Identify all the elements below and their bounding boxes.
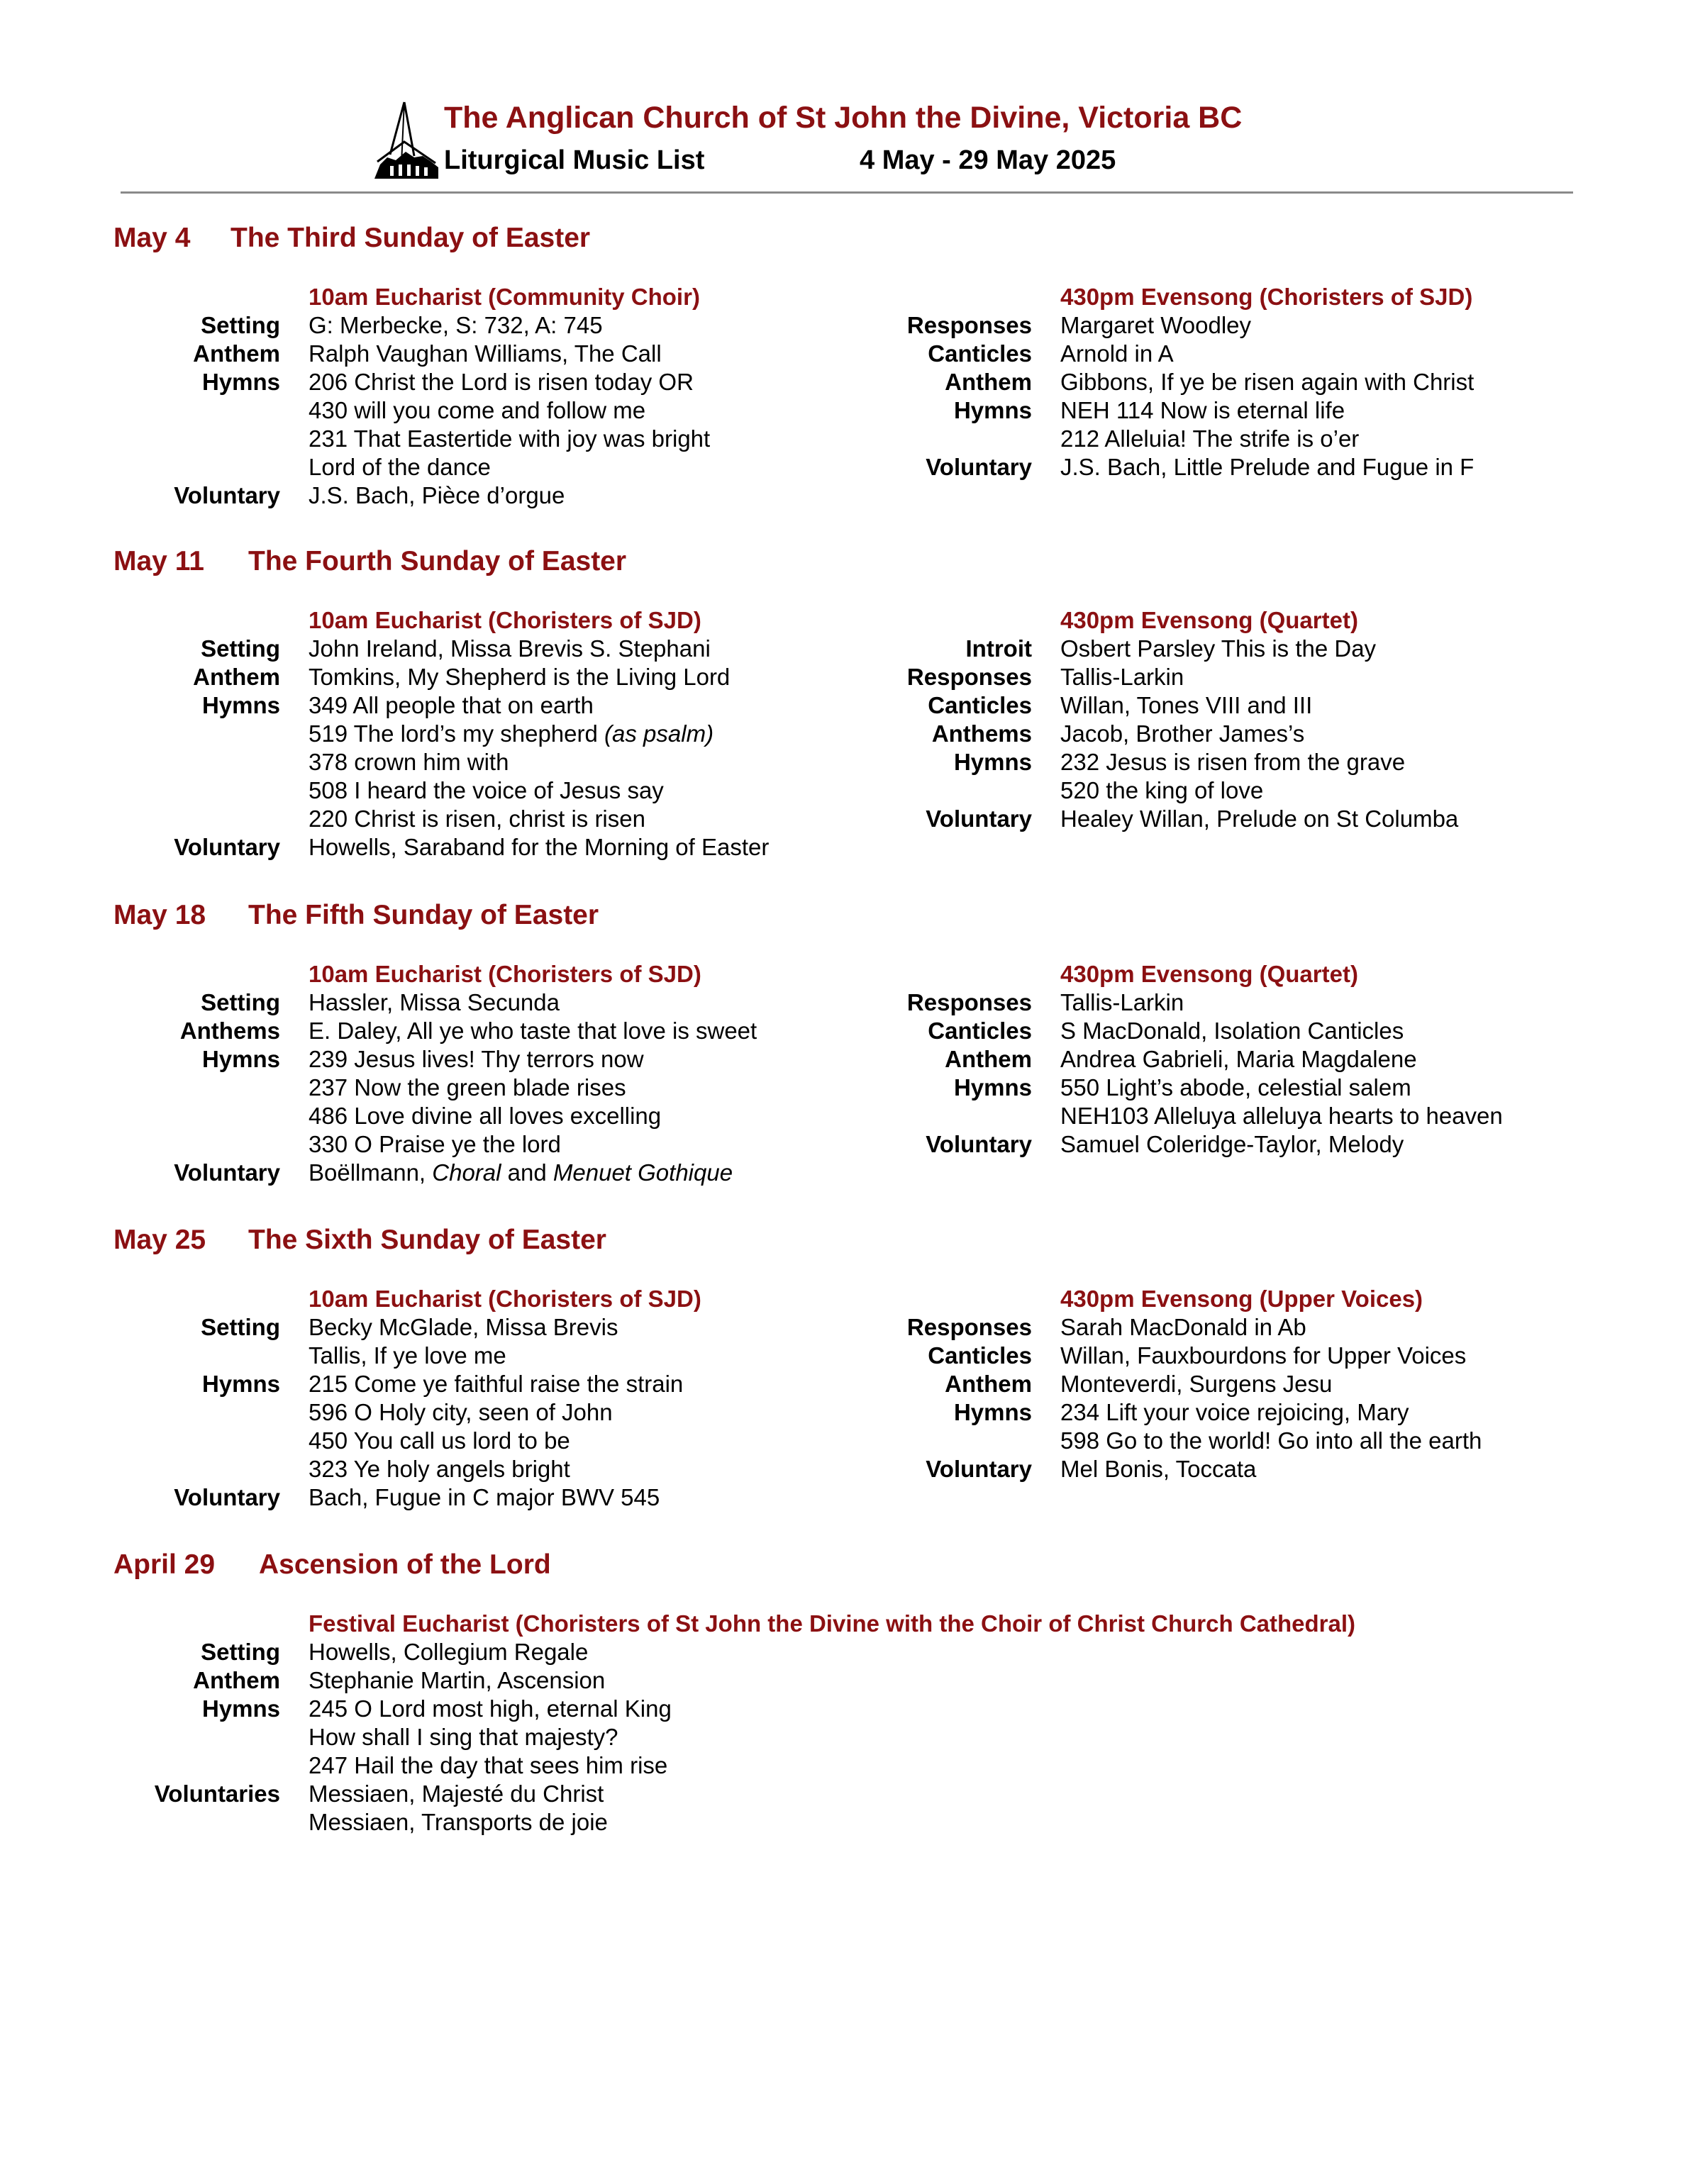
church-name: The Anglican Church of St John the Divine, Victoria BC: [444, 101, 1243, 135]
music-row: [0, 1427, 851, 1455]
row-label: Hymns: [201, 1695, 280, 1722]
value-text: Howells, Collegium Regale: [309, 1639, 589, 1665]
value-italic: Menuet Gothique: [553, 1159, 733, 1186]
row-value: [309, 1130, 561, 1159]
row-value: [1060, 1427, 1482, 1455]
value-text: S MacDonald, Isolation Canticles: [1060, 1018, 1404, 1044]
music-row: [752, 720, 1603, 748]
row-value: [1060, 776, 1263, 805]
value-text: Mel Bonis, Toccata: [1060, 1456, 1257, 1482]
music-rows: [752, 1313, 1603, 1483]
music-row: [0, 1159, 851, 1187]
row-label: Anthem: [193, 664, 280, 690]
service-heading: 430pm Evensong (Quartet): [1060, 961, 1358, 987]
value-italic: Choral: [432, 1159, 501, 1186]
row-value: [309, 311, 603, 340]
value-text: Messiaen, Majesté du Christ: [309, 1781, 604, 1807]
music-row: [0, 340, 851, 368]
value-text: 323 Ye holy angels bright: [309, 1456, 570, 1482]
row-label: Canticles: [928, 1018, 1032, 1044]
row-value: [309, 1666, 605, 1695]
row-label: Anthem: [193, 1667, 280, 1693]
row-label: Hymns: [953, 1074, 1032, 1101]
value-text: 598 Go to the world! Go into all the earth: [1060, 1427, 1482, 1454]
music-row: [0, 776, 851, 805]
service-section: [0, 221, 1688, 533]
row-value: [309, 1723, 618, 1751]
value-text: 349 All people that on earth: [309, 692, 594, 718]
row-value: [309, 453, 491, 481]
music-row: [752, 1342, 1603, 1370]
row-value: [309, 1695, 672, 1723]
music-rows: [0, 311, 851, 510]
row-value: [309, 691, 594, 720]
row-label: Voluntary: [174, 1484, 280, 1510]
music-row: [0, 1398, 851, 1427]
value-text: 247 Hail the day that sees him rise: [309, 1752, 668, 1778]
section-date: May 25: [113, 1225, 206, 1255]
value-text: Howells, Saraband for the Morning of Easter: [309, 834, 770, 860]
row-label: Responses: [906, 1314, 1032, 1340]
service-heading: 10am Eucharist (Choristers of SJD): [309, 961, 701, 987]
music-row: [752, 1455, 1603, 1483]
row-label: Voluntary: [926, 806, 1032, 832]
music-row: [752, 1370, 1603, 1398]
row-label: Hymns: [953, 397, 1032, 423]
value-text: 550 Light’s abode, celestial salem: [1060, 1074, 1411, 1101]
row-value: [309, 1074, 626, 1102]
section-title: [113, 1548, 551, 1582]
value-italic: (as psalm): [604, 720, 714, 747]
row-value: [1060, 396, 1345, 425]
value-text: Margaret Woodley: [1060, 312, 1252, 338]
value-text: How shall I sing that majesty?: [309, 1724, 618, 1750]
value-text: NEH 114 Now is eternal life: [1060, 397, 1345, 423]
music-row: [752, 805, 1603, 833]
row-label: Hymns: [201, 692, 280, 718]
value-text: 450 You call us lord to be: [309, 1427, 570, 1454]
row-label: Hymns: [201, 369, 280, 395]
music-row: [752, 311, 1603, 340]
music-rows: [0, 1638, 851, 1837]
row-value: [309, 1638, 588, 1666]
music-rows: [752, 988, 1603, 1159]
row-label: Responses: [906, 989, 1032, 1015]
music-row: [752, 776, 1603, 805]
music-row: [0, 1751, 851, 1780]
section-name: The Sixth Sunday of Easter: [248, 1225, 606, 1255]
value-text: Gibbons, If ye be risen again with Christ: [1060, 369, 1475, 395]
value-text: Stephanie Martin, Ascension: [309, 1667, 606, 1693]
music-row: [0, 453, 851, 481]
row-value: [309, 776, 664, 805]
row-value: [309, 988, 560, 1017]
section-name: Ascension of the Lord: [259, 1549, 551, 1580]
row-value: [309, 1751, 667, 1780]
row-value: [309, 481, 565, 510]
music-row: [752, 1017, 1603, 1045]
music-row: [0, 833, 851, 862]
value-text: 212 Alleluia! The strife is o’er: [1060, 425, 1360, 452]
section-date: May 4: [113, 223, 191, 253]
row-label: Setting: [201, 635, 280, 662]
row-label: Hymns: [953, 749, 1032, 775]
row-label: Voluntary: [926, 1131, 1032, 1157]
service-heading: 430pm Evensong (Choristers of SJD): [1060, 284, 1473, 310]
service-section: [0, 1548, 1688, 1860]
row-value: [309, 1313, 618, 1342]
row-label: Voluntary: [174, 834, 280, 860]
row-value: [1060, 1074, 1411, 1102]
row-value: [309, 425, 710, 453]
music-row: [752, 453, 1603, 481]
list-title: Liturgical Music List: [444, 145, 705, 175]
value-text: J.S. Bach, Pièce d’orgue: [309, 482, 565, 508]
value-text: 245 O Lord most high, eternal King: [309, 1695, 672, 1722]
row-value: [1060, 1370, 1332, 1398]
service-section: [0, 545, 1688, 860]
music-row: [0, 1780, 851, 1808]
row-label: Hymns: [953, 1399, 1032, 1425]
row-label: Introit: [965, 635, 1032, 662]
section-date: May 18: [113, 900, 206, 930]
music-row: [0, 1723, 851, 1751]
row-value: [309, 1342, 506, 1370]
music-row: [752, 396, 1603, 425]
music-row: [0, 635, 851, 663]
row-value: [1060, 340, 1174, 368]
row-label: Hymns: [201, 1046, 280, 1072]
row-label: Setting: [201, 312, 280, 338]
value-text: 596 O Holy city, seen of John: [309, 1399, 613, 1425]
row-value: [1060, 453, 1474, 481]
row-label: Canticles: [928, 1342, 1032, 1369]
music-row: [0, 1666, 851, 1695]
music-row: [0, 988, 851, 1017]
row-value: [309, 720, 713, 748]
music-row: [0, 1342, 851, 1370]
row-value: [309, 1017, 757, 1045]
row-value: [309, 635, 711, 663]
row-label: Hymns: [201, 1371, 280, 1397]
value-text: J.S. Bach, Little Prelude and Fugue in F: [1060, 454, 1475, 480]
section-name: The Fourth Sunday of Easter: [248, 546, 627, 576]
row-value: [309, 1159, 733, 1187]
row-label: Canticles: [928, 340, 1032, 367]
music-row: [752, 425, 1603, 453]
section-title: [113, 545, 626, 579]
row-value: [309, 1780, 604, 1808]
row-label: Setting: [201, 989, 280, 1015]
row-label: Anthem: [193, 340, 280, 367]
value-text: 486 Love divine all loves excelling: [309, 1103, 662, 1129]
music-row: [0, 1370, 851, 1398]
music-rows: [752, 311, 1603, 481]
row-value: [309, 340, 662, 368]
value-text: 378 crown him with: [309, 749, 509, 775]
value-text: NEH103 Alleluya alleluya hearts to heaven: [1060, 1103, 1503, 1129]
value-text: 239 Jesus lives! Thy terrors now: [309, 1046, 644, 1072]
value-text: Willan, Fauxbourdons for Upper Voices: [1060, 1342, 1467, 1369]
service-heading: 430pm Evensong (Quartet): [1060, 607, 1358, 633]
row-value: [309, 396, 645, 425]
row-value: [309, 1808, 608, 1837]
music-row: [0, 1808, 851, 1837]
value-text: 508 I heard the voice of Jesus say: [309, 777, 664, 803]
music-row: [0, 425, 851, 453]
value-text: 206 Christ the Lord is risen today OR: [309, 369, 694, 395]
music-row: [0, 1455, 851, 1483]
value-text: Healey Willan, Prelude on St Columba: [1060, 806, 1459, 832]
row-value: [1060, 635, 1376, 663]
church-icon: [370, 99, 441, 181]
music-rows: [0, 988, 851, 1187]
service-heading: 10am Eucharist (Choristers of SJD): [309, 1286, 701, 1312]
value-text: Samuel Coleridge-Taylor, Melody: [1060, 1131, 1404, 1157]
music-row: [752, 748, 1603, 776]
music-row: [752, 1045, 1603, 1074]
value-text: G: Merbecke, S: 732, A: 745: [309, 312, 603, 338]
row-label: Setting: [201, 1314, 280, 1340]
row-label: Responses: [906, 312, 1032, 338]
row-value: [309, 833, 769, 862]
value-text: Boëllmann,: [309, 1159, 433, 1186]
row-value: [1060, 748, 1405, 776]
value-text: 220 Christ is risen, christ is risen: [309, 806, 645, 832]
row-label: Anthems: [931, 720, 1032, 747]
row-value: [309, 1427, 570, 1455]
row-value: [1060, 1455, 1256, 1483]
music-row: [0, 1695, 851, 1723]
row-value: [1060, 425, 1359, 453]
row-value: [1060, 368, 1474, 396]
header-divider: [121, 191, 1573, 194]
row-value: [1060, 988, 1184, 1017]
value-text: Tallis-Larkin: [1060, 664, 1184, 690]
row-value: [1060, 720, 1304, 748]
music-row: [0, 1045, 851, 1074]
music-row: [0, 311, 851, 340]
row-label: Anthem: [945, 369, 1032, 395]
row-label: Responses: [906, 664, 1032, 690]
service-section: [0, 1223, 1688, 1535]
music-row: [0, 1074, 851, 1102]
row-value: [1060, 1342, 1466, 1370]
value-text: Monteverdi, Surgens Jesu: [1060, 1371, 1333, 1397]
row-value: [309, 1045, 644, 1074]
service-heading: 430pm Evensong (Upper Voices): [1060, 1286, 1423, 1312]
music-row: [0, 1313, 851, 1342]
music-row: [0, 481, 851, 510]
row-label: Voluntary: [174, 1159, 280, 1186]
row-value: [309, 1455, 570, 1483]
row-label: Voluntary: [926, 1456, 1032, 1482]
music-row: [752, 663, 1603, 691]
row-label: Anthem: [945, 1046, 1032, 1072]
music-row: [0, 663, 851, 691]
value-text: 232 Jesus is risen from the grave: [1060, 749, 1406, 775]
row-value: [1060, 1045, 1417, 1074]
value-text: and: [501, 1159, 553, 1186]
music-row: [0, 1130, 851, 1159]
row-value: [309, 805, 645, 833]
row-label: Voluntary: [174, 482, 280, 508]
value-text: Arnold in A: [1060, 340, 1174, 367]
music-row: [752, 340, 1603, 368]
music-row: [0, 396, 851, 425]
row-label: Anthems: [179, 1018, 280, 1044]
row-value: [1060, 1130, 1404, 1159]
music-row: [752, 1102, 1603, 1130]
value-text: Tomkins, My Shepherd is the Living Lord: [309, 664, 731, 690]
music-row: [0, 368, 851, 396]
music-row: [0, 805, 851, 833]
row-label: Voluntaries: [154, 1781, 280, 1807]
value-text: Osbert Parsley This is the Day: [1060, 635, 1377, 662]
music-row: [0, 691, 851, 720]
value-text: Andrea Gabrieli, Maria Magdalene: [1060, 1046, 1417, 1072]
row-value: [1060, 805, 1458, 833]
music-row: [752, 1427, 1603, 1455]
value-text: Bach, Fugue in C major BWV 545: [309, 1484, 660, 1510]
music-row: [752, 635, 1603, 663]
value-text: 234 Lift your voice rejoicing, Mary: [1060, 1399, 1409, 1425]
section-title: [113, 221, 590, 255]
date-range: 4 May - 29 May 2025: [860, 145, 1116, 175]
row-label: Canticles: [928, 692, 1032, 718]
music-row: [752, 1398, 1603, 1427]
value-text: Becky McGlade, Missa Brevis: [309, 1314, 618, 1340]
row-value: [309, 663, 730, 691]
music-row: [0, 1102, 851, 1130]
value-text: Hassler, Missa Secunda: [309, 989, 560, 1015]
value-text: 519 The lord’s my shepherd: [309, 720, 605, 747]
music-rows: [0, 1313, 851, 1512]
music-row: [0, 1483, 851, 1512]
music-row: [752, 691, 1603, 720]
row-label: Setting: [201, 1639, 280, 1665]
row-value: [1060, 663, 1184, 691]
music-row: [752, 1130, 1603, 1159]
value-text: Lord of the dance: [309, 454, 491, 480]
value-text: John Ireland, Missa Brevis S. Stephani: [309, 635, 711, 662]
music-row: [0, 1017, 851, 1045]
music-row: [752, 1313, 1603, 1342]
section-date: May 11: [113, 546, 204, 576]
music-row: [752, 368, 1603, 396]
section-title: [113, 898, 599, 932]
value-text: Tallis, If ye love me: [309, 1342, 506, 1369]
value-text: 237 Now the green blade rises: [309, 1074, 626, 1101]
service-section: [0, 898, 1688, 1210]
row-value: [309, 1398, 613, 1427]
value-text: Ralph Vaughan Williams, The Call: [309, 340, 662, 367]
music-rows: [0, 635, 851, 862]
value-text: Messiaen, Transports de joie: [309, 1809, 608, 1835]
row-label: Anthem: [945, 1371, 1032, 1397]
music-row: [752, 1074, 1603, 1102]
row-value: [1060, 691, 1312, 720]
row-value: [1060, 1398, 1409, 1427]
row-value: [309, 368, 694, 396]
section-title: [113, 1223, 606, 1257]
value-text: Jacob, Brother James’s: [1060, 720, 1305, 747]
value-text: Willan, Tones VIII and III: [1060, 692, 1313, 718]
section-name: The Fifth Sunday of Easter: [248, 900, 599, 930]
row-value: [1060, 1313, 1306, 1342]
section-date: April 29: [113, 1549, 216, 1580]
row-label: Voluntary: [926, 454, 1032, 480]
value-text: Sarah MacDonald in Ab: [1060, 1314, 1306, 1340]
music-row: [0, 1638, 851, 1666]
page-header: [0, 0, 1688, 199]
section-name: The Third Sunday of Easter: [231, 223, 591, 253]
value-text: 520 the king of love: [1060, 777, 1264, 803]
service-heading: 10am Eucharist (Community Choir): [309, 284, 700, 310]
service-heading: Festival Eucharist (Choristers of St John the Divine with the Choir of Christ Church Cathedral): [309, 1610, 1356, 1637]
value-text: E. Daley, All ye who taste that love is sweet: [309, 1018, 757, 1044]
row-value: [309, 1102, 661, 1130]
music-row: [752, 988, 1603, 1017]
value-text: Tallis-Larkin: [1060, 989, 1184, 1015]
row-value: [309, 1483, 660, 1512]
row-value: [1060, 1102, 1503, 1130]
row-value: [309, 748, 509, 776]
music-row: [0, 720, 851, 748]
row-value: [309, 1370, 683, 1398]
music-rows: [752, 635, 1603, 833]
value-text: 231 That Eastertide with joy was bright: [309, 425, 711, 452]
value-text: 330 O Praise ye the lord: [309, 1131, 561, 1157]
value-text: 430 will you come and follow me: [309, 397, 646, 423]
value-text: 215 Come ye faithful raise the strain: [309, 1371, 684, 1397]
row-value: [1060, 311, 1251, 340]
service-heading: 10am Eucharist (Choristers of SJD): [309, 607, 701, 633]
row-value: [1060, 1017, 1404, 1045]
music-row: [0, 748, 851, 776]
